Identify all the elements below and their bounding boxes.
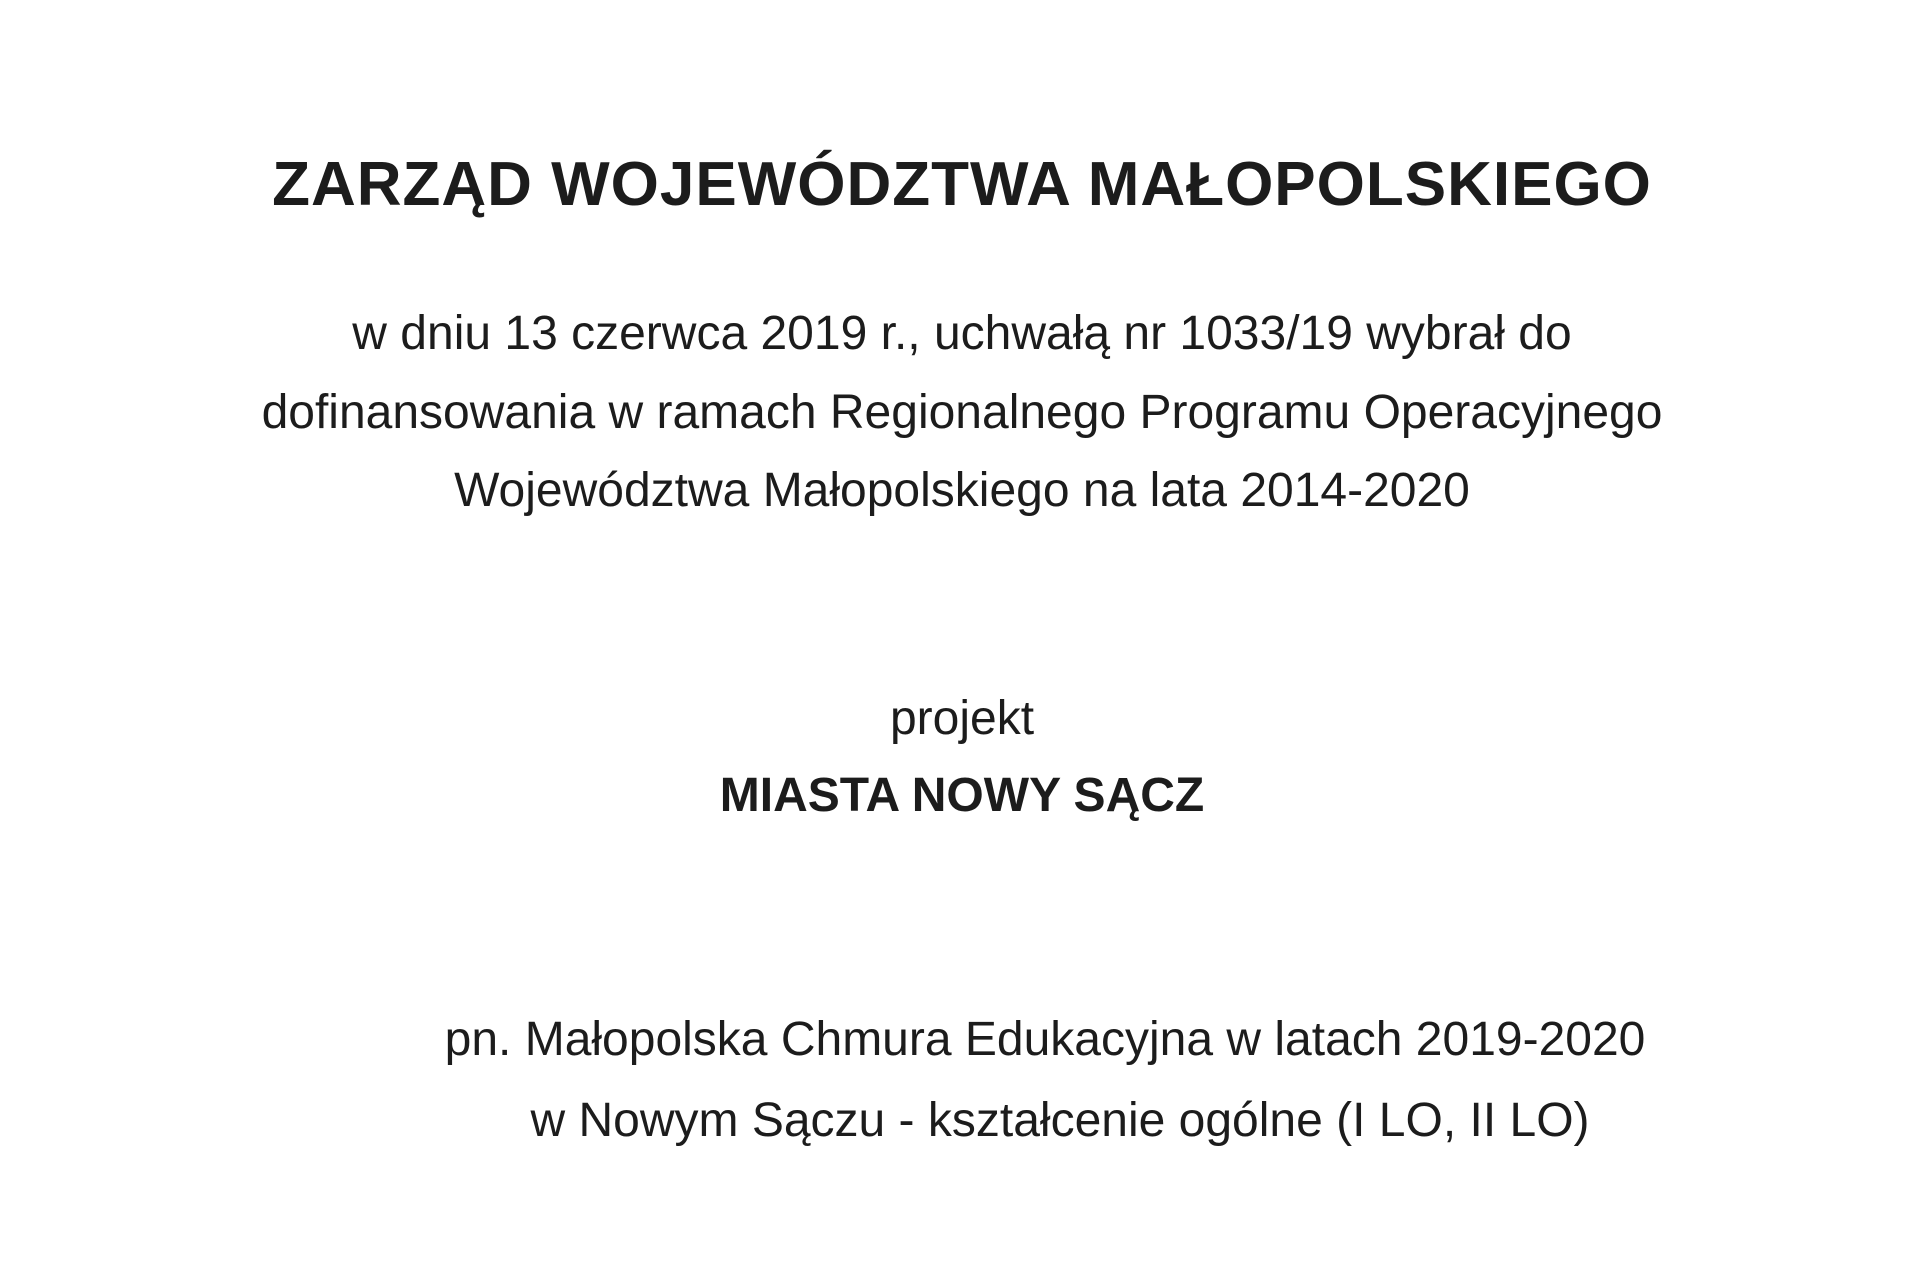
intro-line-2: dofinansowania w ramach Regionalnego Programu Operacyjnego [261, 386, 1663, 439]
beneficiary-name: MIASTA NOWY SĄCZ [719, 769, 1205, 822]
project-title-line-1: pn. Małopolska Chmura Edukacyjna w latach 2019-2020 [444, 1013, 1646, 1066]
intro-line-3: Województwa Małopolskiego na lata 2014-2020 [454, 464, 1470, 517]
intro-line-1: w dniu 13 czerwca 2019 r., uchwałą nr 1033/19 wybrał do [352, 307, 1572, 360]
document-heading: ZARZĄD WOJEWÓDZTWA MAŁOPOLSKIEGO [272, 150, 1652, 219]
project-title-line-2: w Nowym Sączu - kształcenie ogólne (I LO, II LO) [530, 1094, 1590, 1147]
projekt-label: projekt [889, 692, 1035, 745]
